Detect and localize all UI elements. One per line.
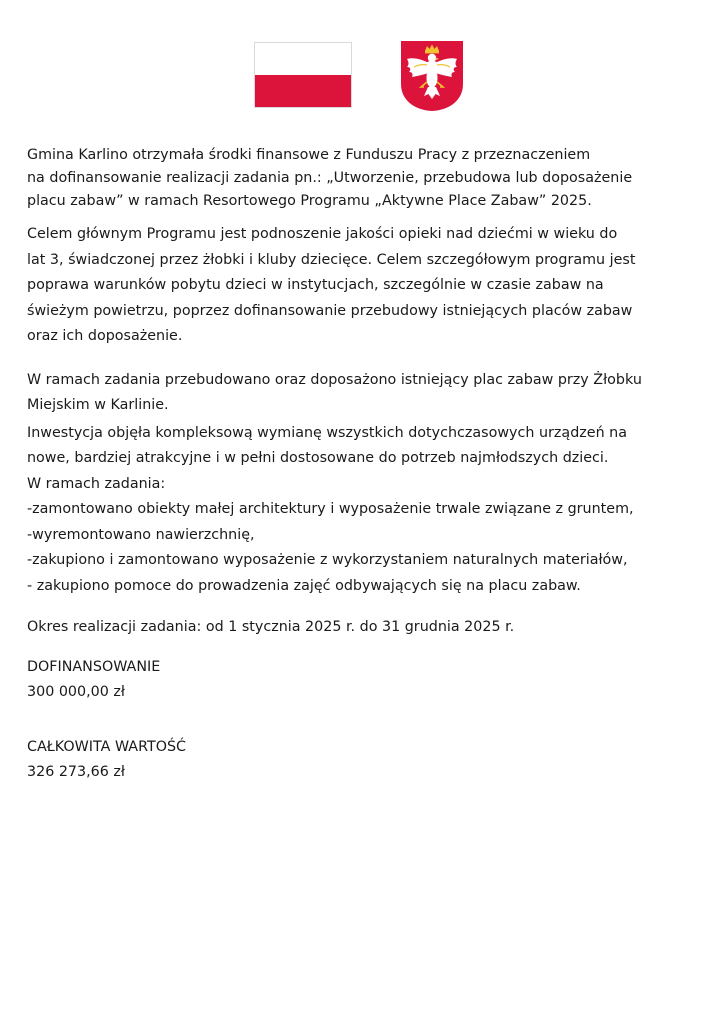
investment-list-item: -zakupiono i zamontowano wyposażenie z wykorzystaniem naturalnych materiałów,	[27, 552, 628, 568]
investment-line: nowe, bardziej atrakcyjne i w pełni dostosowane do potrzeb najmłodszych dzieci.	[27, 450, 609, 466]
goals-line: lat 3, świadczonej przez żłobki i kluby dziecięce. Celem szczegółowym programu jest	[27, 251, 636, 268]
flag-white-stripe	[255, 43, 351, 75]
period-text: Okres realizacji zadania: od 1 stycznia 2025 r. do 31 grudnia 2025 r.	[27, 619, 515, 635]
period-paragraph	[27, 615, 717, 640]
scope-line: Miejskim w Karlinie.	[27, 397, 169, 413]
flag-red-stripe	[255, 75, 351, 107]
intro-line: placu zabaw” w ramach Resortowego Programu „Aktywne Place Zabaw” 2025.	[27, 193, 592, 209]
funding-label: DOFINANSOWANIE	[27, 659, 161, 675]
investment-list-item: - zakupiono pomoce do prowadzenia zajęć odbywających się na placu zabaw.	[27, 577, 581, 594]
total-label: CAŁKOWITA WARTOŚĆ	[27, 739, 187, 755]
intro-paragraph	[27, 144, 717, 213]
investment-list-item: -zamontowano obiekty małej architektury i wyposażenie trwale związane z gruntem,	[27, 501, 634, 517]
investment-paragraph	[27, 421, 717, 600]
total-block	[27, 735, 717, 785]
goals-line: poprawa warunków pobytu dzieci w instytucjach, szczególnie w czasie zabaw na	[27, 277, 604, 293]
document-body	[27, 144, 717, 785]
total-amount: 326 273,66 zł	[27, 764, 125, 780]
goals-line: oraz ich doposażenie.	[27, 328, 183, 344]
intro-line: Gmina Karlino otrzymała środki finansowe z Funduszu Pracy z przeznaczeniem	[27, 147, 591, 163]
polish-flag-icon	[254, 42, 352, 108]
investment-line: Inwestycja objęła kompleksową wymianę wszystkich dotychczasowych urządzeń na	[27, 424, 627, 441]
investment-list-item: -wyremontowano nawierzchnię,	[27, 526, 255, 543]
scope-line: W ramach zadania przebudowano oraz doposażono istniejący plac zabaw przy Żłobku	[27, 371, 642, 388]
scope-paragraph	[27, 368, 717, 419]
funding-amount: 300 000,00 zł	[27, 684, 125, 700]
goals-line: Celem głównym Programu jest podnoszenie jakości opieki nad dziećmi w wieku do	[27, 226, 618, 242]
goals-paragraph	[27, 222, 717, 350]
investment-line: W ramach zadania:	[27, 475, 166, 492]
intro-line: na dofinansowanie realizacji zadania pn.: „Utworzenie, przebudowa lub doposażenie	[27, 170, 633, 186]
polish-coat-of-arms-icon	[400, 40, 464, 112]
goals-line: świeżym powietrzu, poprzez dofinansowanie przebudowy istniejących placów zabaw	[27, 302, 633, 319]
funding-block	[27, 655, 717, 705]
